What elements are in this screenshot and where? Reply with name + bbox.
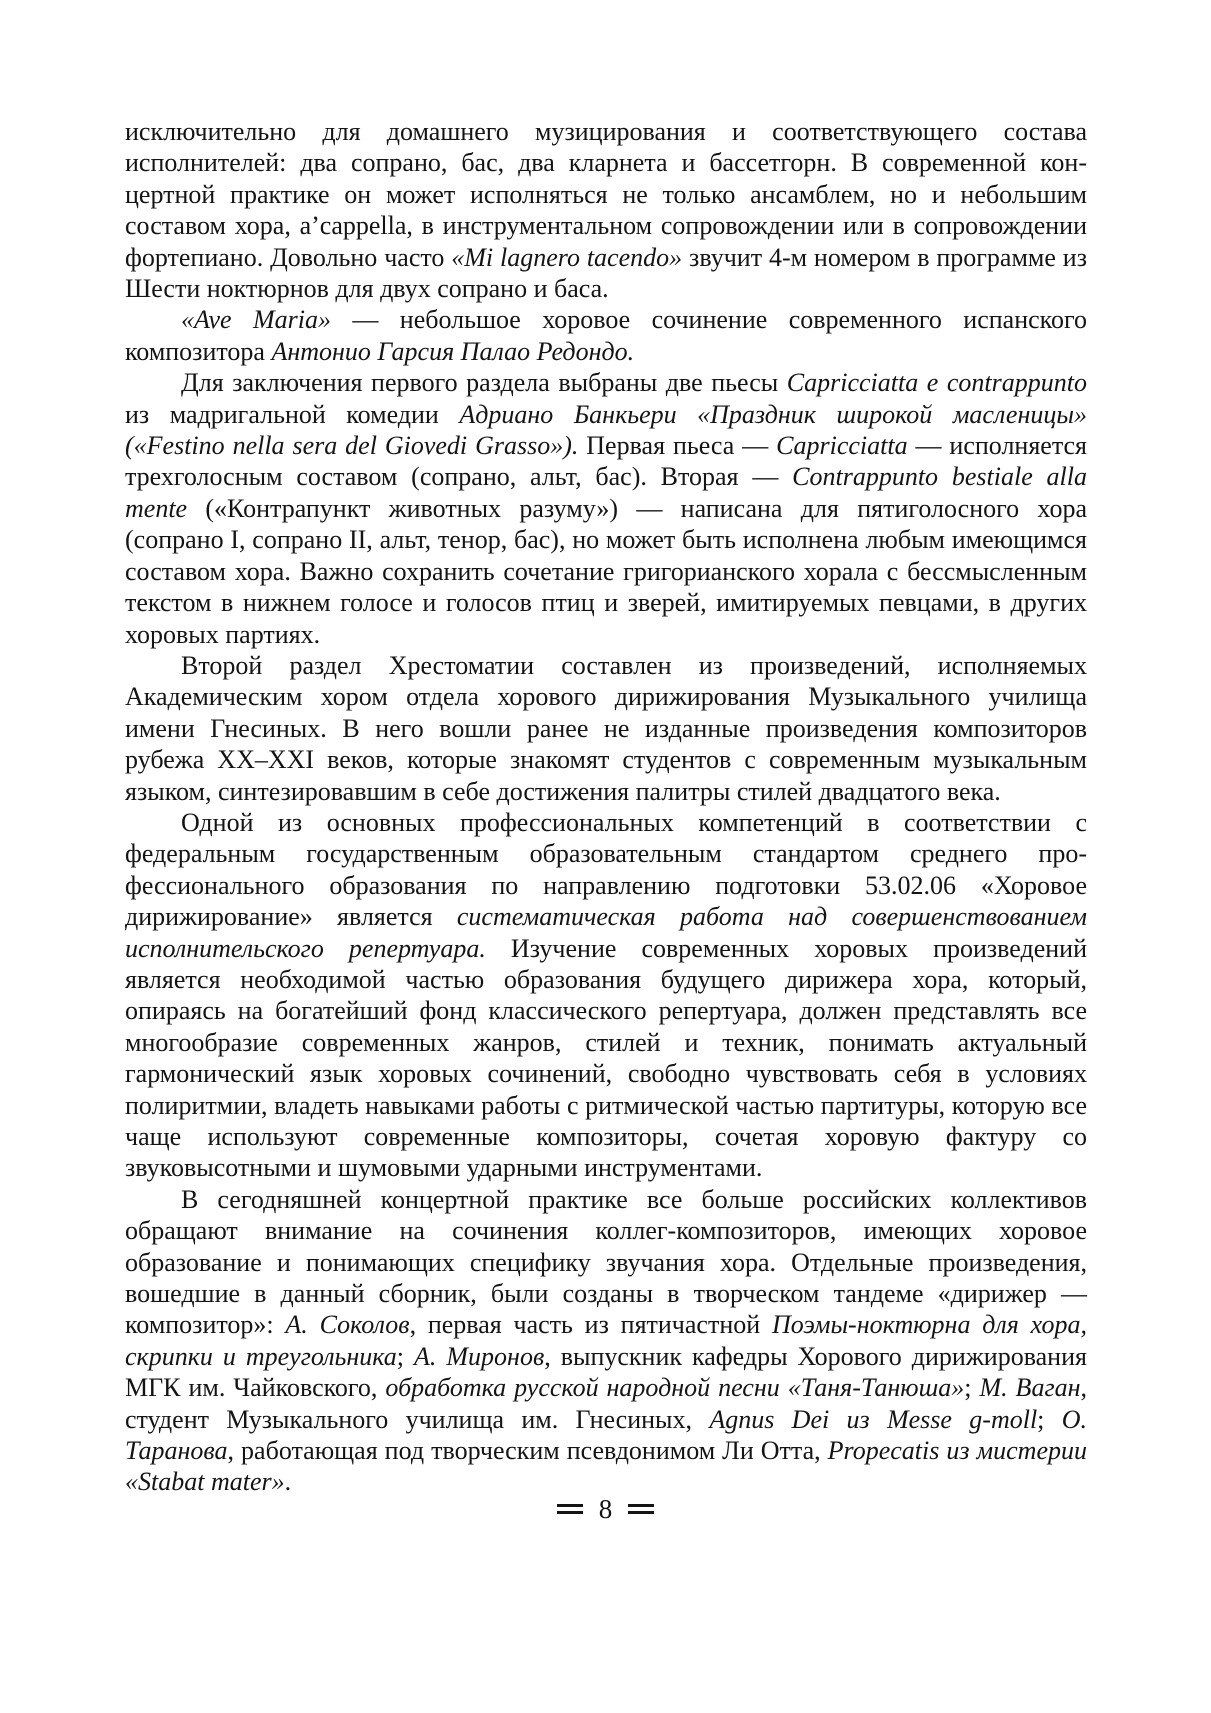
text-run: звучит 4-м номером в программе из Шести ноктюрнов для двух сопрано и баса.: [125, 242, 1087, 304]
italic-run: О. Таранова: [125, 1404, 1087, 1466]
text-run: Первая пьеса —: [578, 431, 777, 461]
paragraph: [125, 1184, 1087, 1498]
text-run: ;: [396, 1341, 415, 1371]
text-run: .: [284, 1467, 292, 1497]
text-run: («Контрапункт животных разуму») — написана для пятиголосного хора (сопрано I, сопрано II, альт, тенор, бас), но может быть исполнена любым имеющимся составом хора. Важно сохранить сочетание григорианского хорала с бессмысленным текстом в нижнем голосе и голосов птиц и зверей, имитируемых певцами, в других хоровых партиях.: [125, 493, 1087, 649]
italic-run: А. Соколов: [285, 1310, 410, 1340]
text-run: исключительно для домашнего музицирования и соответствующего состава исполнителей: два сопрано, бас, два кларнета и бассетгорн. В современной концертной практике он может исполняться не только ансамблем, но и небольшим составом хора, a’cappella, в инструментальном сопровождении или в сопровождении фортепиано. Довольно часто: [125, 117, 1087, 272]
italic-run: Contrappunto bestiale alla mente: [125, 462, 1087, 523]
text-run: из мадригальной комедии: [125, 399, 460, 429]
italic-run: Capricciatta: [776, 431, 908, 461]
italic-run: М. Ваган: [979, 1373, 1081, 1403]
text-run: , первая часть из пятичастной: [409, 1310, 772, 1340]
italic-run: Антонио Гарсия Палао Редондо.: [271, 336, 635, 366]
italic-run: Capricciatta e contrappunto: [786, 368, 1087, 398]
page-number: 8: [598, 1493, 613, 1524]
italic-run: Agnus Dei из Messe g-moll: [709, 1404, 1038, 1434]
left-double-rule: [557, 1504, 583, 1514]
text-run: , выпускник кафедры Хорового дирижирования МГК им. Чайковского,: [125, 1341, 1087, 1403]
text-run: , работающая под творческим псевдонимом Ли Отта,: [227, 1436, 828, 1466]
italic-run: Propecatis из мистерии «Stabat mater»: [125, 1436, 1087, 1497]
text-run: Второй раздел Хрестоматии составлен из произведений, исполняемых Академическим хором отдела хорового дирижирования Музыкального училища имени Гнесиных. В него вошли ранее не изданные произведения композиторов рубежа XX–XXI веков, которые знакомят студентов с современным музыкальным языком, синтезировавшим в себе достижения палитры стилей двадцатого века.: [125, 650, 1087, 806]
page-footer: [0, 1489, 1211, 1529]
italic-run: Поэмы-ноктюрна для хора, скрипки и треугольника: [125, 1310, 1087, 1371]
paragraph: [125, 116, 1087, 304]
italic-run: систематическая работа над совершенствованием исполнительского репертуара.: [125, 902, 1087, 963]
right-double-rule: [628, 1504, 654, 1514]
paragraph: [125, 304, 1087, 367]
italic-run: «Ave Maria»: [181, 305, 331, 335]
paragraph: [125, 367, 1087, 650]
paragraph: [125, 650, 1087, 807]
italic-run: Адриано Банкьери «Праздник широкой масленицы» («Festino nella sera del Giovedi Grasso»).: [125, 399, 1087, 461]
italic-run: «Mi lagnero tacendo»: [451, 242, 683, 272]
text-run: Для заключения первого раздела выбраны две пьесы: [181, 368, 787, 398]
text-run: ;: [1037, 1404, 1062, 1434]
text-run: — исполняется трехголосным составом (сопрано, альт, бас). Вторая —: [125, 431, 1088, 492]
italic-run: А. Миронов: [414, 1341, 545, 1371]
paragraph: [125, 807, 1087, 1184]
text-run: Изучение современных хоровых произведений является необходимой частью образования будущего дирижера хора, который, опираясь на богатейший фонд классического репертуара, должен представлять все многообразие современных жанров, стилей и техник, понимать актуальный гармонический язык хоровых сочинений, свободно чувствовать себя в условиях полиритмии, владеть навыками работы с ритмической частью партитуры, которую все чаще используют современные композиторы, сочетая хоровую фактуру со звуковысотными и шумовыми ударными инструментами.: [125, 933, 1087, 1183]
italic-run: обработка русской народной песни «Таня-Танюша»: [385, 1373, 965, 1403]
text-run: , студент Музыкального училища им. Гнесиных,: [125, 1373, 1087, 1434]
text-run: В сегодняшней концертной практике все больше российских коллективов обращают внимание на сочинения коллег-композиторов, имеющих хоровое образование и понимающих специфику звучания хора. Отдельные произведения, вошедшие в данный сборник, были созданы в творческом тандеме «дирижер — композитор»:: [125, 1184, 1087, 1340]
text-run: ;: [964, 1373, 980, 1403]
text-run: — небольшое хоровое сочинение современного испанского композитора: [125, 305, 1087, 366]
text-run: Одной из основных профессиональных компетенций в соответствии с федеральным государственным образовательным стандартом среднего профессионального образования по направлению подготовки 53.02.06 «Хоровое дирижирование» является: [125, 807, 1087, 932]
body-text: [125, 116, 1087, 1498]
